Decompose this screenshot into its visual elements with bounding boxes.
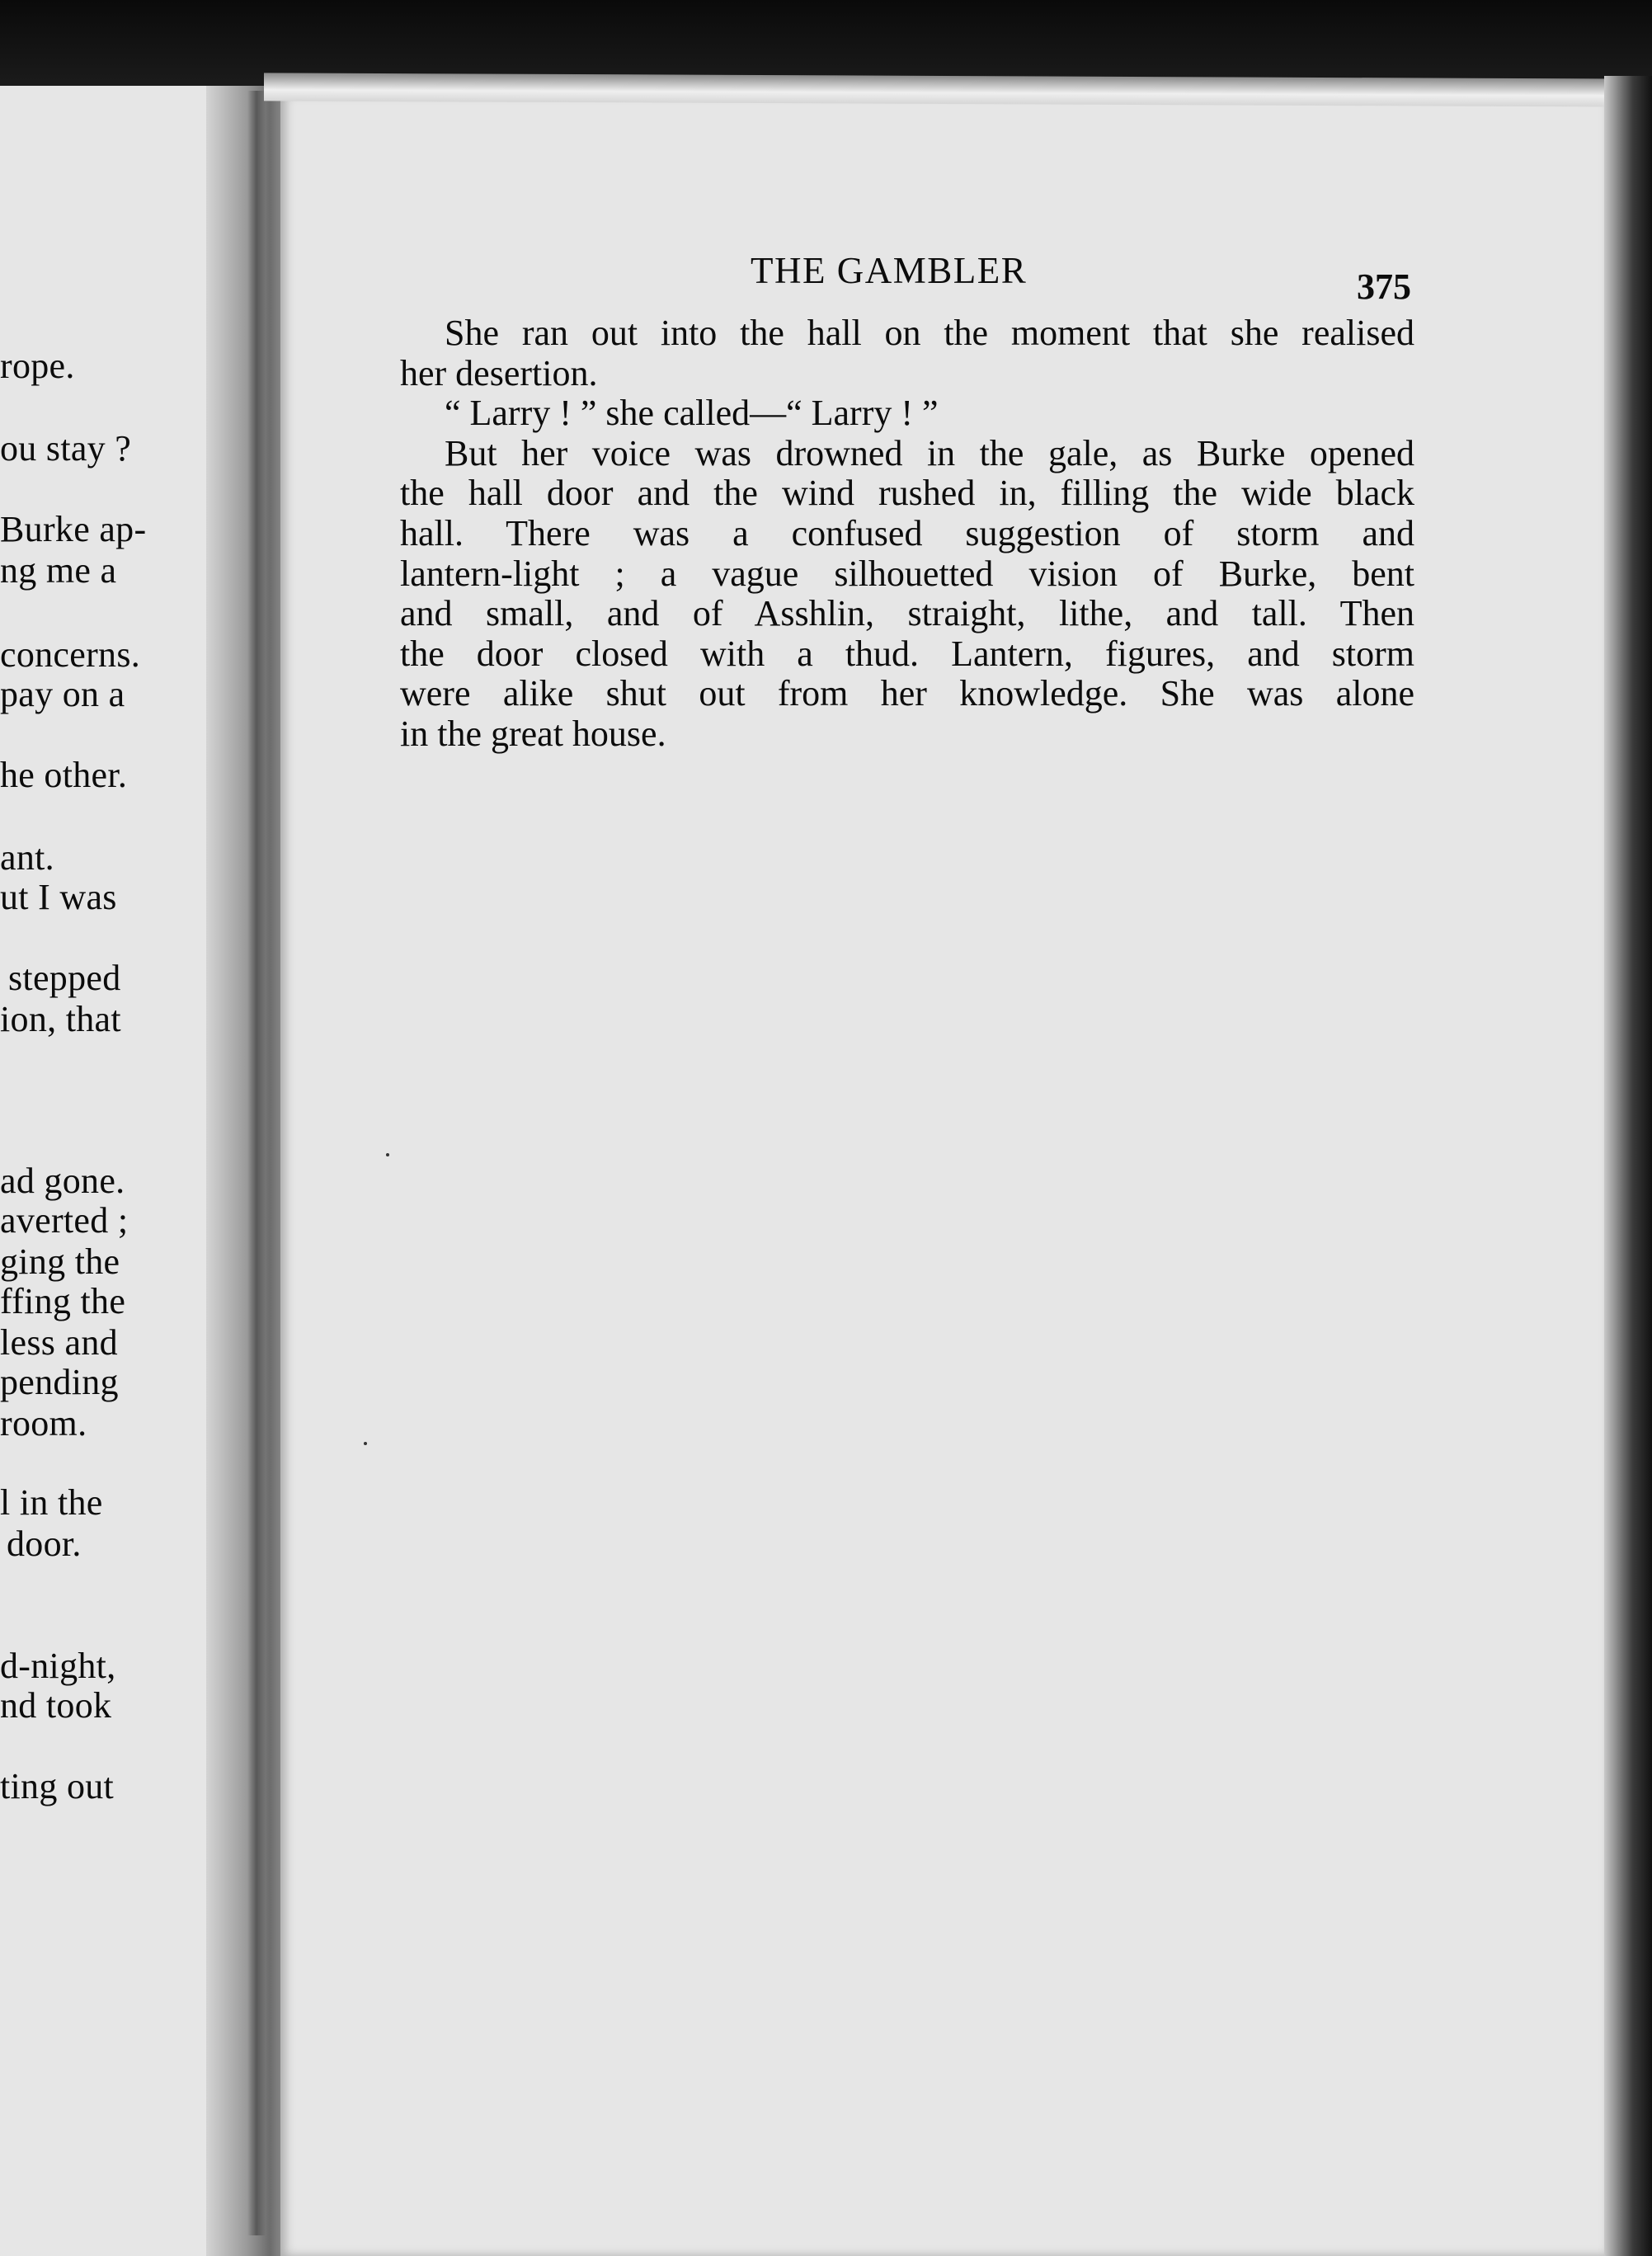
text-line: and small, and of Asshlin, straight, lithe, and tall. Then [400, 593, 1414, 634]
scan-speck [364, 1442, 367, 1445]
text-line: lantern-light ; a vague silhouetted vision of Burke, bent [400, 553, 1414, 594]
facing-page-fragment: ging the [0, 1241, 120, 1282]
facing-page-fragment: ion, that [0, 999, 121, 1039]
text-line: But her voice was drowned in the gale, as Burke opened [445, 432, 1414, 473]
text-line: the hall door and the wind rushed in, filling the wide black [400, 473, 1414, 514]
facing-page-fragment: Burke ap- [0, 509, 147, 549]
facing-page-fragment: ut I was [0, 877, 117, 917]
text-line: hall. There was a confused suggestion of storm and [400, 512, 1414, 553]
facing-page-fragment: pending [0, 1362, 119, 1402]
facing-page-fragment: room. [0, 1403, 87, 1444]
facing-page-fragment: rope. [0, 346, 75, 386]
text-line: “ Larry ! ” she called—“ Larry ! ” [445, 393, 939, 434]
facing-page-fragment: ad gone. [0, 1161, 125, 1201]
facing-page-fragment: ant. [0, 837, 54, 878]
gutter-shadow [247, 91, 266, 2235]
text-line: the door closed with a thud. Lantern, figures, and storm [400, 633, 1414, 674]
facing-page-fragment: ting out [0, 1766, 115, 1806]
facing-page-fragment: nd took [0, 1685, 112, 1726]
facing-page-fragment: he other. [0, 755, 128, 795]
facing-page-fragment: ffing the [0, 1281, 126, 1321]
facing-page-fragment: d-night, [0, 1646, 116, 1686]
text-line: She ran out into the hall on the moment that she realised [445, 313, 1414, 353]
facing-page-fragment: l in the [0, 1482, 103, 1523]
text-line: were alike shut out from her knowledge. She was alone [400, 673, 1414, 714]
page-number: 375 [1357, 266, 1411, 307]
running-head: THE GAMBLER [751, 250, 1028, 291]
page-top-edge [264, 73, 1633, 106]
facing-page-fragment: averted ; [0, 1200, 129, 1241]
text-line: her desertion. [400, 352, 598, 393]
body-text [400, 313, 1414, 755]
facing-page-fragment: less and [0, 1322, 118, 1363]
page-right-edge [1604, 76, 1652, 2256]
facing-page-fragment: pay on a [0, 674, 125, 714]
facing-page-fragment: ng me a [0, 550, 117, 591]
facing-page-fragment: door. [7, 1524, 82, 1564]
facing-page-fragment: ou stay ? [0, 428, 132, 469]
text-line: in the great house. [400, 713, 666, 754]
facing-page-fragment: concerns. [0, 634, 141, 675]
facing-page-fragment: stepped [8, 958, 121, 998]
scan-speck [386, 1153, 389, 1156]
